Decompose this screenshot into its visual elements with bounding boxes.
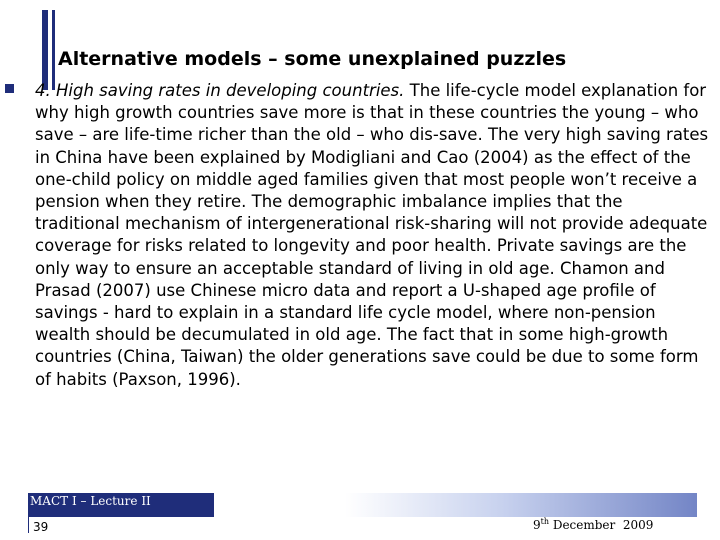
footer-date-suffix: th xyxy=(540,517,550,526)
footer-course-label: MACT I – Lecture II xyxy=(30,494,151,508)
footer-date xyxy=(533,515,653,532)
footer-date-rest: December 2009 xyxy=(549,518,654,532)
footer-gradient-bar xyxy=(345,493,697,517)
bullet-body-text: The life-cycle model explanation for why high growth countries save more is that in these countries the young – who save – are life-time richer than the old – who dis-save. The very high saving rates in China have been explained by Modigliani and Cao (2004) as the effect of the one-child policy on middle aged families given that most people won’t receive a pension when they retire. The demographic imbalance implies that the traditional mechanism of intergenerational risk-sharing will not provide adequate coverage for risks related to longevity and poor health. Private savings are the only way to ensure an acceptable standard of living in old age. Chamon and Prasad (2007) use Chinese micro data and report a U-shaped age profile of savings - hard to explain in a standard life cycle model, where non-pension wealth should be decumulated in old age. The fact that in some high-growth countries (China, Taiwan) the older generations save could be due to some form of habits (Paxson, 1996). xyxy=(35,81,709,389)
page-number: 39 xyxy=(33,520,49,534)
title-accent-bar-left xyxy=(42,10,48,90)
footer-date-day: 9 xyxy=(533,518,541,532)
footer-divider-line xyxy=(28,493,29,533)
bullet-paragraph xyxy=(35,80,710,391)
bullet-italic-lead: 4. High saving rates in developing countries. xyxy=(35,81,405,100)
square-bullet-icon xyxy=(5,84,14,93)
slide-title: Alternative models – some unexplained puzzles xyxy=(58,48,567,70)
title-accent-bar-right xyxy=(52,10,55,90)
